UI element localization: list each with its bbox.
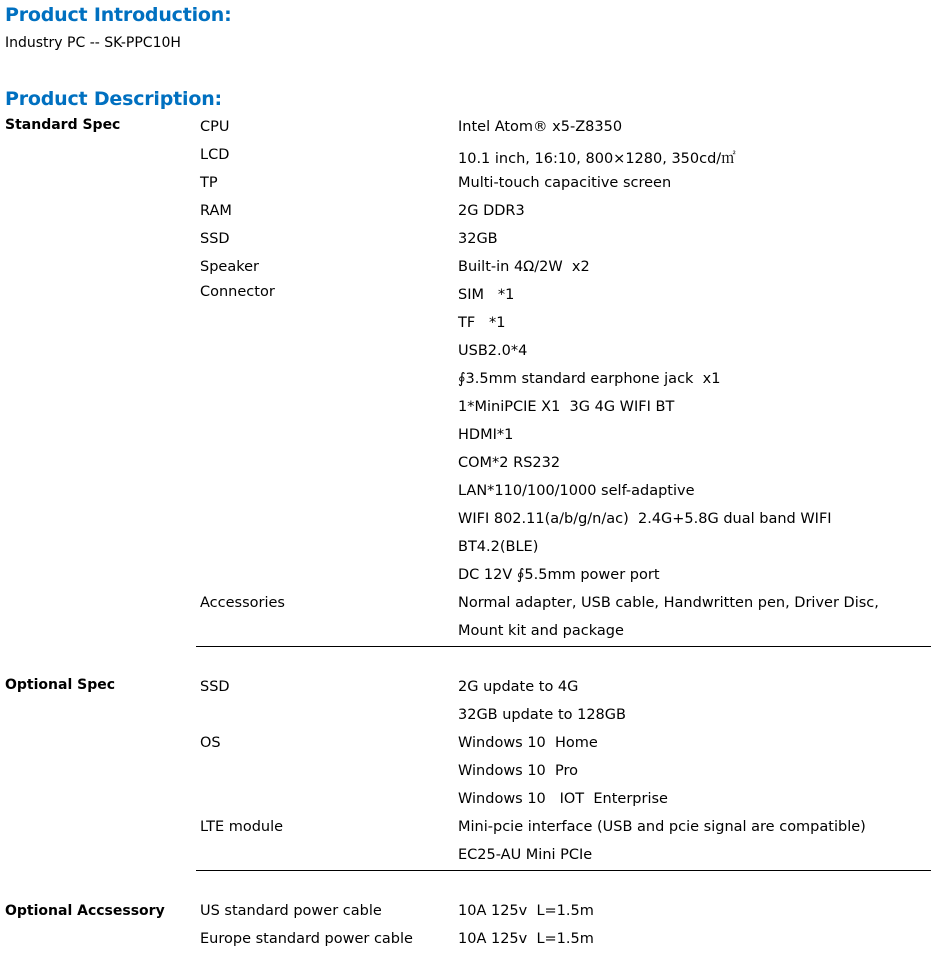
acc-label-us-cable: US standard power cable xyxy=(200,903,382,919)
product-line: Industry PC -- SK-PPC10H xyxy=(5,35,181,51)
opt-value-os: Windows 10 IOT Enterprise xyxy=(458,791,668,807)
section-title-optional-spec: Optional Spec xyxy=(5,677,116,693)
opt-value-lte: EC25-AU Mini PCIe xyxy=(458,847,593,863)
acc-label-eu-cable: Europe standard power cable xyxy=(200,931,413,947)
opt-value-ssd: 32GB update to 128GB xyxy=(458,707,626,723)
spec-value-speaker: Built-in 4Ω/2W x2 xyxy=(458,259,590,275)
spec-value-ram: 2G DDR3 xyxy=(458,203,525,219)
spec-label-ram: RAM xyxy=(200,203,232,219)
description-heading: Product Description: xyxy=(5,88,222,110)
spec-label-connector: Connector xyxy=(200,284,275,300)
spec-value-connector: 1*MiniPCIE X1 3G 4G WIFI BT xyxy=(458,399,675,415)
spec-label-ssd: SSD xyxy=(200,231,230,247)
spec-value-accessories: Normal adapter, USB cable, Handwritten pen, Driver Disc, xyxy=(458,595,879,611)
acc-value-eu-cable: 10A 125v L=1.5m xyxy=(458,931,594,947)
spec-label-cpu: CPU xyxy=(200,119,230,135)
spec-value-connector: WIFI 802.11(a/b/g/n/ac) 2.4G+5.8G dual band WIFI xyxy=(458,511,832,527)
spec-value-connector: SIM *1 xyxy=(458,287,515,303)
section-title-optional-accessory: Optional Accsessory xyxy=(5,903,165,919)
spec-value-lcd: 10.1 inch, 16:10, 800×1280, 350cd/㎡ xyxy=(458,151,736,167)
spec-label-tp: TP xyxy=(200,175,218,191)
spec-value-connector: USB2.0*4 xyxy=(458,343,528,359)
spec-value-connector: TF *1 xyxy=(458,315,506,331)
section-title-standard-spec: Standard Spec xyxy=(5,117,121,133)
spec-value-connector: HDMI*1 xyxy=(458,427,514,443)
spec-value-connector: BT4.2(BLE) xyxy=(458,539,539,555)
opt-label-ssd: SSD xyxy=(200,679,230,695)
spec-value-connector: LAN*110/100/1000 self-adaptive xyxy=(458,483,695,499)
section-divider xyxy=(196,646,931,647)
section-divider xyxy=(196,870,931,871)
intro-heading: Product Introduction: xyxy=(5,4,232,26)
acc-value-us-cable: 10A 125v L=1.5m xyxy=(458,903,594,919)
spec-label-lcd: LCD xyxy=(200,147,230,163)
spec-value-accessories: Mount kit and package xyxy=(458,623,624,639)
spec-value-connector: ∮3.5mm standard earphone jack x1 xyxy=(458,371,721,387)
opt-label-lte: LTE module xyxy=(200,819,284,835)
spec-label-accessories: Accessories xyxy=(200,595,285,611)
spec-value-tp: Multi-touch capacitive screen xyxy=(458,175,672,191)
spec-value-connector: DC 12V ∮5.5mm power port xyxy=(458,567,660,583)
opt-label-os: OS xyxy=(200,735,221,751)
spec-label-speaker: Speaker xyxy=(200,259,259,275)
opt-value-os: Windows 10 Pro xyxy=(458,763,579,779)
spec-value-cpu: Intel Atom® x5-Z8350 xyxy=(458,119,623,135)
opt-value-ssd: 2G update to 4G xyxy=(458,679,579,695)
spec-value-ssd: 32GB xyxy=(458,231,498,247)
spec-value-connector: COM*2 RS232 xyxy=(458,455,561,471)
opt-value-os: Windows 10 Home xyxy=(458,735,598,751)
opt-value-lte: Mini-pcie interface (USB and pcie signal are compatible) xyxy=(458,819,866,835)
